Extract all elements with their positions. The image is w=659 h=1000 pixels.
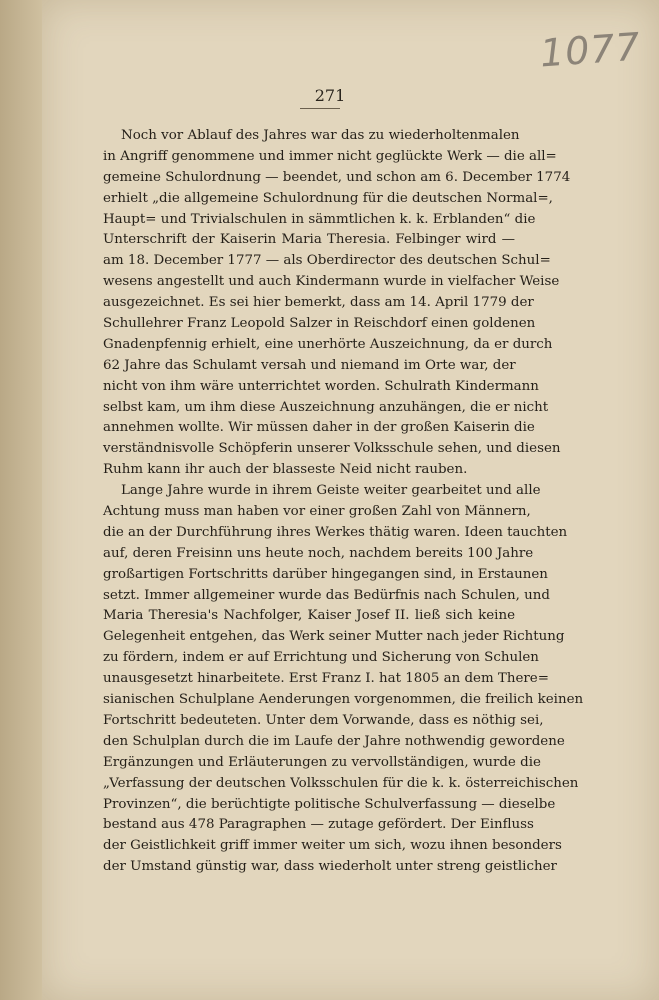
text-line: Unterschrift der Kaiserin Maria Theresia. Felbinger wird —	[103, 232, 515, 248]
text-line: erhielt „die allgemeine Schulordnung für die deutschen Normal=,	[103, 190, 553, 206]
text-line: den Schulplan durch die im Laufe der Jahre nothwendig gewordene	[103, 733, 565, 749]
text-line: Lange Jahre wurde in ihrem Geiste weiter gearbeitet und alle	[121, 483, 541, 499]
text-line: unausgesetzt hinarbeitete. Erst Franz I. hat 1805 an dem There=	[103, 671, 549, 687]
text-line: „Verfassung der deutschen Volksschulen für die k. k. österreichischen	[103, 775, 579, 791]
text-line: Maria Theresia's Nachfolger, Kaiser Josef II. ließ sich keine	[103, 608, 515, 624]
text-line: sianischen Schulplane Aenderungen vorgenommen, die freilich keinen	[103, 692, 584, 708]
text-line: großartigen Fortschritts darüber hingegangen sind, in Erstaunen	[103, 566, 548, 582]
paragraph-1	[103, 126, 571, 481]
text-line: ausgezeichnet. Es sei hier bemerkt, dass am 14. April 1779 der	[103, 295, 534, 311]
text-line: verständnisvolle Schöpferin unserer Volksschule sehen, und diesen	[103, 441, 561, 457]
text-line: wesens angestellt und auch Kindermann wurde in vielfacher Weise	[103, 274, 560, 290]
text-line: Achtung muss man haben vor einer großen Zahl von Männern,	[103, 504, 531, 520]
text-line: setzt. Immer allgemeiner wurde das Bedürfnis nach Schulen, und	[103, 587, 550, 603]
page-number-rule	[300, 108, 340, 109]
text-line: Ergänzungen und Erläuterungen zu vervollständigen, wurde die	[103, 754, 541, 770]
text-line: Haupt= und Trivialschulen in sämmtlichen k. k. Erblanden“ die	[103, 211, 536, 227]
text-line: Ruhm kann ihr auch der blasseste Neid nicht rauben.	[103, 462, 468, 478]
text-line: selbst kam, um ihm diese Auszeichnung anzuhängen, die er nicht	[103, 399, 549, 415]
text-line: Gnadenpfennig erhielt, eine unerhörte Auszeichnung, da er durch	[103, 336, 553, 352]
text-line: gemeine Schulordnung — beendet, und schon am 6. December 1774	[103, 169, 571, 185]
text-line: 62 Jahre das Schulamt versah und niemand im Orte war, der	[103, 357, 516, 373]
text-line: Fortschritt bedeuteten. Unter dem Vorwande, dass es nöthig sei,	[103, 712, 544, 728]
text-line: in Angriff genommene und immer nicht geglückte Werk — die all=	[103, 148, 557, 164]
text-line: bestand aus 478 Paragraphen — zutage gefördert. Der Einfluss	[103, 817, 534, 833]
paragraph-2	[103, 481, 584, 878]
body-text	[103, 126, 584, 878]
text-line: Noch vor Ablauf des Jahres war das zu wiederholtenmalen	[121, 128, 520, 143]
text-line: Schullehrer Franz Leopold Salzer in Reischdorf einen goldenen	[103, 316, 536, 332]
text-line: nicht von ihm wäre unterrichtet worden. Schulrath Kindermann	[103, 378, 539, 394]
text-line: Provinzen“, die berüchtigte politische Schulverfassung — dieselbe	[103, 796, 556, 812]
handwritten-page-number: 1077	[538, 24, 643, 76]
text-line: annehmen wollte. Wir müssen daher in der großen Kaiserin die	[103, 420, 535, 436]
text-line: der Umstand günstig war, dass wiederholt unter streng geistlicher	[103, 859, 557, 875]
text-line: die an der Durchführung ihres Werkes thätig waren. Ideen tauchten	[103, 524, 568, 540]
text-line: auf, deren Freisinn uns heute noch, nachdem bereits 100 Jahre	[103, 545, 534, 561]
text-line: der Geistlichkeit griff immer weiter um sich, wozu ihnen besonders	[103, 838, 562, 854]
text-line: zu fördern, indem er auf Errichtung und Sicherung von Schulen	[103, 650, 539, 666]
text-line: Gelegenheit entgehen, das Werk seiner Mutter nach jeder Richtung	[103, 629, 565, 645]
page-gutter	[0, 0, 42, 1000]
page-number: 271	[314, 86, 346, 105]
text-line: am 18. December 1777 — als Oberdirector des deutschen Schul=	[103, 253, 551, 269]
